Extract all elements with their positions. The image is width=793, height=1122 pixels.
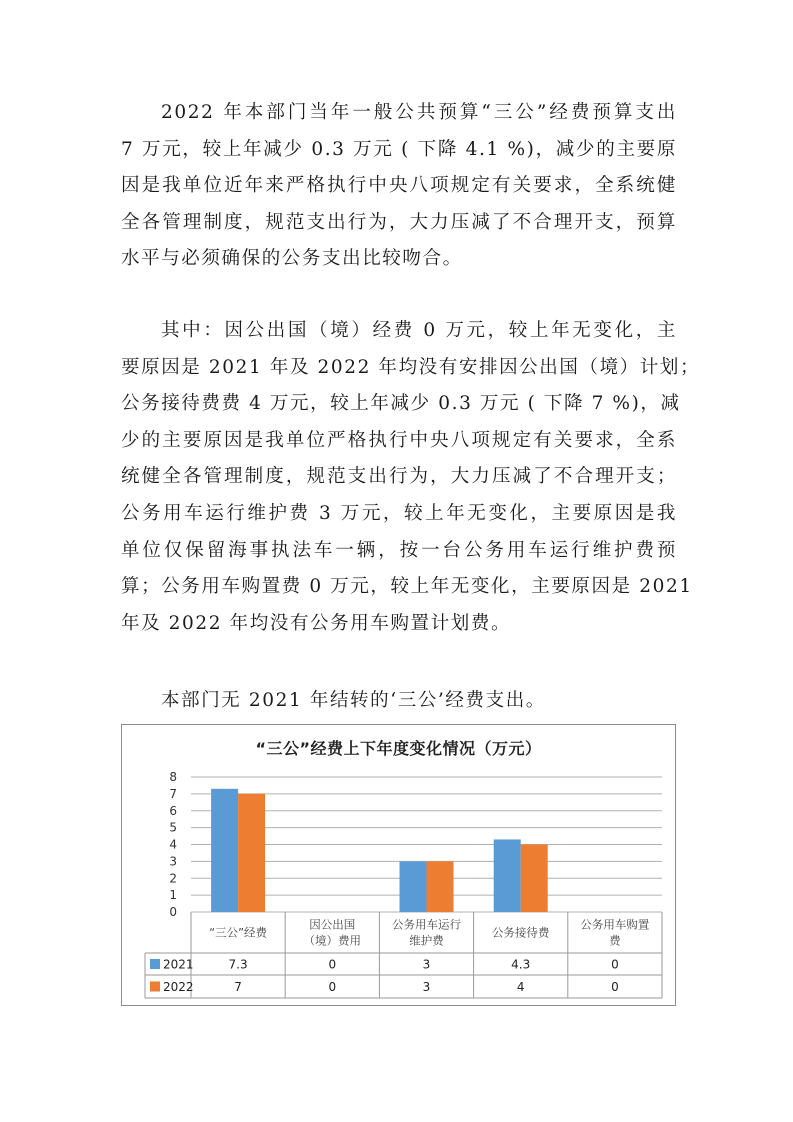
data-table-value: 4 — [516, 980, 525, 994]
legend-label: 2021 — [163, 957, 194, 972]
y-tick-label: 1 — [169, 888, 177, 903]
y-tick-label: 2 — [169, 871, 177, 886]
y-tick-label: 5 — [169, 820, 177, 835]
paragraph-budget-summary — [121, 95, 677, 278]
paragraph-line: 7 万元，较上年减少 0.3 万元 ( 下降 4.1 %)，减少的主要原 — [121, 138, 677, 160]
data-table-value: 0 — [611, 980, 619, 994]
paragraph-line: 算；公务用车购置费 0 万元，较上年无变化，主要原因是 2021 — [121, 576, 693, 598]
paragraph-line: 因是我单位近年来严格执行中央八项规定有关要求，全系统健 — [121, 175, 677, 197]
paragraph-line: 公务用车运行维护费 3 万元，较上年无变化，主要原因是我 — [121, 502, 677, 524]
category-label: 公务用车购置 — [580, 917, 650, 932]
y-tick-label: 3 — [169, 854, 177, 869]
category-label: （境）费用 — [303, 933, 362, 948]
y-tick-label: 4 — [169, 837, 177, 852]
paragraph-line: 公务接待费费 4 万元，较上年减少 0.3 万元 ( 下降 7 %)，减 — [121, 393, 681, 415]
y-tick-label: 7 — [169, 786, 177, 801]
bar-2021-0 — [211, 789, 238, 912]
data-table-value: 3 — [422, 980, 431, 994]
data-table-value: 0 — [611, 957, 619, 972]
data-table-value: 3 — [422, 957, 431, 972]
chart-container — [121, 724, 676, 1006]
data-table-value: 4.3 — [511, 957, 531, 972]
paragraph-line: 年及 2022 年均没有公务用车购置计划费。 — [121, 612, 512, 634]
bar-2021-2 — [400, 861, 427, 912]
category-label: 因公出国 — [309, 917, 356, 932]
paragraph-line: 其中：因公出国（境）经费 0 万元，较上年无变化，主 — [161, 320, 677, 341]
legend-key-2021 — [150, 959, 160, 969]
paragraph-line: 全各管理制度，规范支出行为，大力压减了不合理开支，预算 — [121, 211, 677, 233]
paragraph-carryover — [121, 683, 677, 720]
paragraph-breakdown — [121, 313, 701, 642]
chart-title: “三公”经费上下年度变化情况（万元） — [255, 739, 542, 758]
bar-chart — [122, 725, 677, 1007]
paragraph-line: 要原因是 2021 年及 2022 年均没有安排因公出国（境）计划； — [121, 356, 701, 378]
y-tick-label: 0 — [169, 905, 177, 919]
data-table-value: 7.3 — [228, 957, 248, 972]
y-tick-label: 8 — [169, 770, 177, 784]
bar-2022-0 — [238, 794, 265, 912]
category-label: 公务接待费 — [491, 925, 550, 940]
category-label: 公务用车运行 — [392, 917, 461, 932]
paragraph-line: 2022 年本部门当年一般公共预算“三公”经费预算支出 — [161, 102, 677, 123]
paragraph-line: 单位仅保留海事执法车一辆，按一台公务用车运行维护费预 — [121, 539, 677, 561]
legend-label: 2022 — [163, 980, 194, 994]
paragraph-line: 本部门无 2021 年结转的‘三公’经费支出。 — [161, 690, 546, 711]
legend-key-2022 — [150, 982, 160, 992]
category-label: “三公”经费 — [209, 925, 268, 940]
paragraph-line: 统健全各管理制度，规范支出行为，大力压减了不合理开支； — [121, 466, 677, 488]
category-label: 维护费 — [409, 933, 444, 948]
data-table-value: 0 — [328, 980, 337, 994]
data-table-value: 7 — [234, 980, 242, 994]
data-table-value: 0 — [328, 957, 337, 972]
category-label: 费 — [609, 933, 621, 948]
bar-2021-3 — [494, 839, 521, 912]
bar-2022-3 — [521, 845, 548, 913]
y-tick-label: 6 — [169, 803, 177, 818]
bar-2022-2 — [427, 861, 454, 912]
paragraph-line: 少的主要原因是我单位严格执行中央八项规定有关要求，全系 — [121, 429, 677, 451]
paragraph-line: 水平与必须确保的公务支出比较吻合。 — [121, 248, 463, 270]
